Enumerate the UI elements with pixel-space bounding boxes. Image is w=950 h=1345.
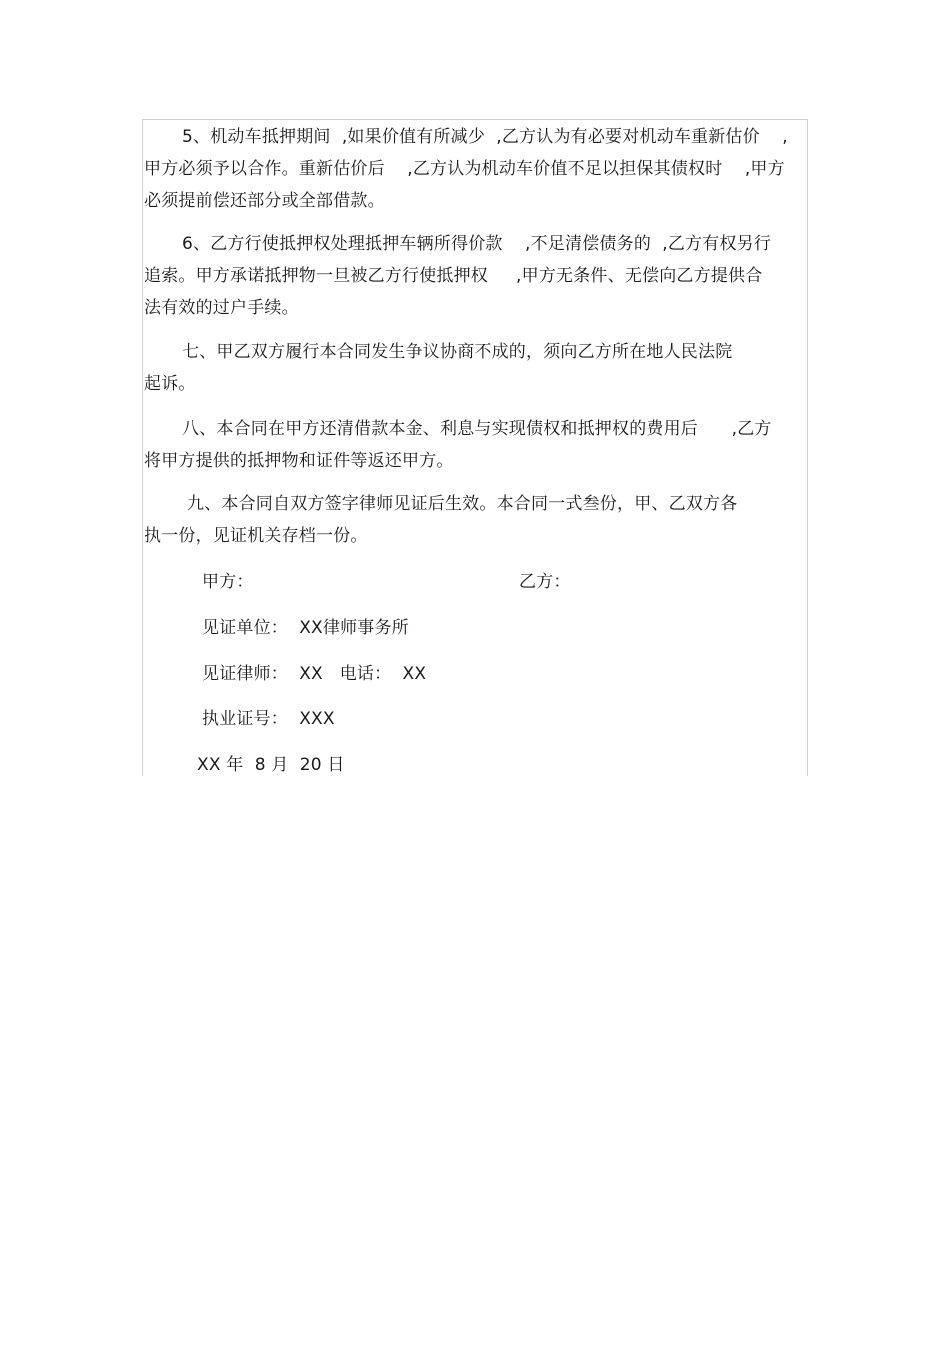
clause-5-line-3: 必须提前偿还部分或全部借款。	[144, 191, 385, 211]
party-a-label: 甲方：	[202, 572, 254, 592]
signing-date: XX 年 8 月 20 日	[197, 755, 345, 775]
clause-6-line-3: 法有效的过户手续。	[144, 298, 299, 318]
clause-9-line-2: 执一份，见证机关存档一份。	[144, 526, 368, 546]
clause-9-line-1: 九、本合同自双方签字律师见证后生效。本合同一式叁份，甲、乙双方各	[187, 494, 738, 514]
clause-6-line-2: 追索。甲方承诺抵押物一旦被乙方行使抵押权 ,甲方无条件、无偿向乙方提供合	[144, 266, 763, 286]
clause-6-line-1: 6、乙方行使抵押权处理抵押车辆所得价款 ,不足清偿债务的 ,乙方有权另行	[182, 234, 772, 254]
party-b-label: 乙方：	[519, 572, 571, 592]
clause-8-line-1: 八、本合同在甲方还清借款本金、利息与实现债权和抵押权的费用后 ,乙方	[182, 419, 772, 439]
clause-5-line-2: 甲方必须予以合作。重新估价后 ,乙方认为机动车价值不足以担保其债权时 ,甲方	[144, 159, 785, 179]
clause-7-line-1: 七、甲乙双方履行本合同发生争议协商不成的，须向乙方所在地人民法院	[182, 342, 733, 362]
witness-lawyer: 见证律师： XX 电话： XX	[202, 664, 427, 684]
license-number: 执业证号： XXX	[202, 709, 335, 729]
witness-unit: 见证单位： XX律师事务所	[202, 618, 409, 638]
clause-7-line-2: 起诉。	[144, 374, 196, 394]
clause-8-line-2: 将甲方提供的抵押物和证件等返还甲方。	[144, 451, 454, 471]
clause-5-line-1: 5、机动车抵押期间 ,如果价值有所减少 ,乙方认为有必要对机动车重新估价 ,	[182, 127, 788, 147]
